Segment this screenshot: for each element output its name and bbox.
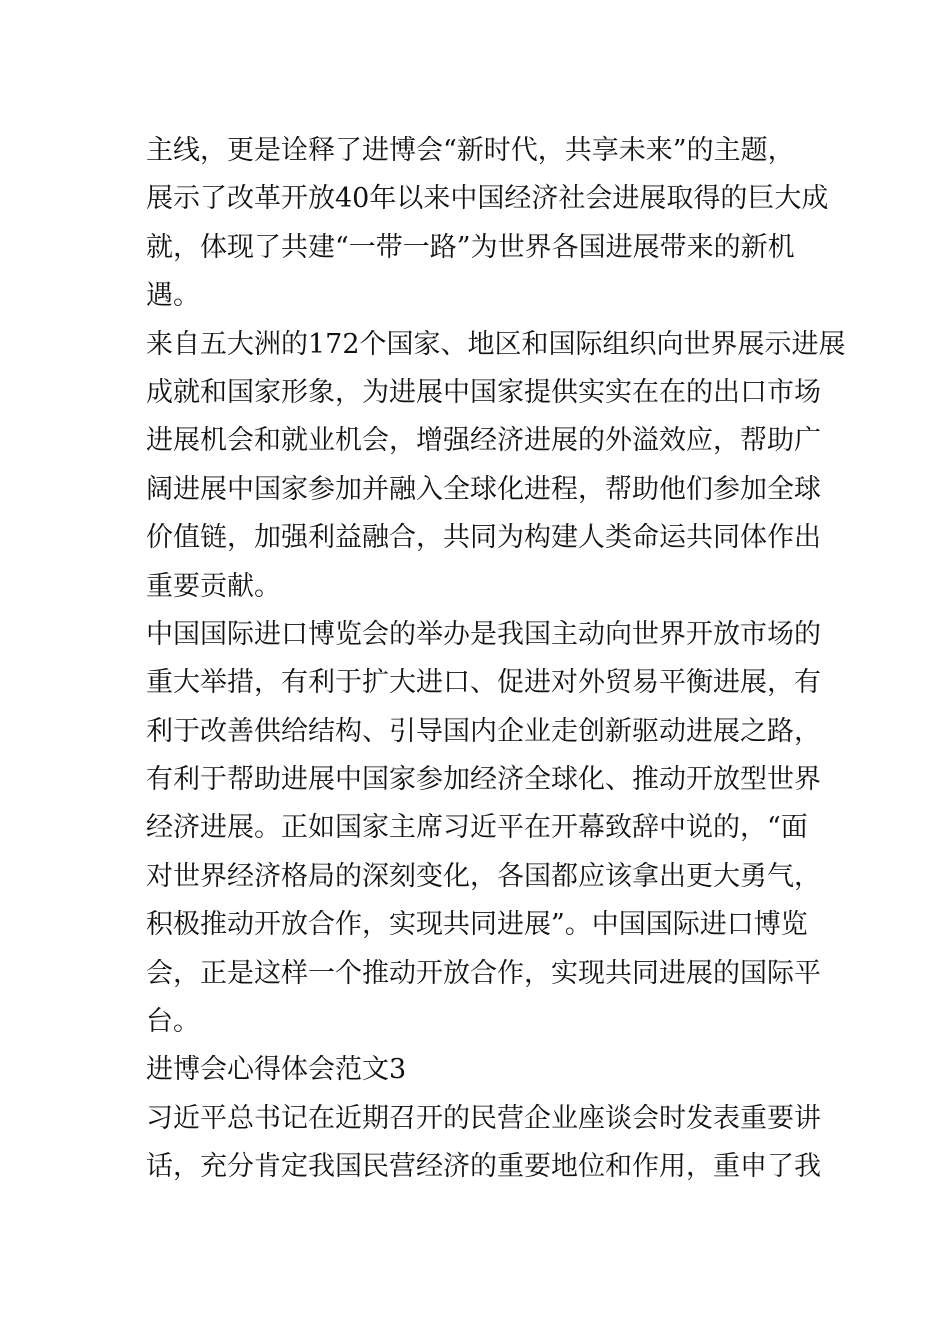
text-line: 会，正是这样一个推动开放合作，实现共同进展的国际平: [146, 957, 821, 989]
text-line: 成就和国家形象，为进展中国家提供实实在在的出口市场: [146, 376, 821, 408]
text-line: 台。: [146, 1006, 200, 1038]
text-line: 积极推动开放合作，实现共同进展”。中国国际进口博览: [146, 909, 808, 941]
text-line: 对世界经济格局的深刻变化，各国都应该拿出更大勇气，: [146, 860, 821, 892]
text-line: 阔进展中国家参加并融入全球化进程，帮助他们参加全球: [146, 473, 821, 505]
text-line: 就，体现了共建“一带一路”为世界各国进展带来的新机: [146, 231, 795, 263]
document-body: [146, 127, 846, 1192]
text-line: 习近平总书记在近期召开的民营企业座谈会时发表重要讲: [146, 1102, 821, 1134]
text-line: 话，充分肯定我国民营经济的重要地位和作用，重申了我: [146, 1151, 821, 1183]
text-line: 遇。: [146, 280, 200, 312]
paragraph-3: [146, 611, 821, 1047]
section-heading-block: [146, 1046, 808, 1094]
text-line: 经济进展。正如国家主席习近平在开幕致辞中说的，“面: [146, 812, 808, 844]
text-line: 利于改善供给结构、引导国内企业走创新驱动进展之路，: [146, 715, 821, 747]
text-line: 进展机会和就业机会，增强经济进展的外溢效应，帮助广: [146, 425, 821, 457]
text-line: 中国国际进口博览会的举办是我国主动向世界开放市场的: [146, 618, 821, 650]
text-line: 重大举措，有利于扩大进口、促进对外贸易平衡进展，有: [146, 667, 821, 699]
paragraph-2: [146, 321, 846, 611]
paragraph-1: [146, 127, 829, 321]
text-line: 来自五大洲的172个国家、地区和国际组织向世界展示进展: [146, 328, 846, 360]
section-heading: 进博会心得体会范文3: [146, 1054, 407, 1086]
text-line: 有利于帮助进展中国家参加经济全球化、推动开放型世界: [146, 764, 821, 796]
text-line: 价值链，加强利益融合，共同为构建人类命运共同体作出: [146, 522, 821, 554]
paragraph-4: [146, 1095, 821, 1192]
text-line: 展示了改革开放40年以来中国经济社会进展取得的巨大成: [146, 183, 829, 215]
text-line: 重要贡献。: [146, 570, 281, 602]
text-line: 主线，更是诠释了进博会“新时代，共享未来”的主题，: [146, 135, 795, 166]
